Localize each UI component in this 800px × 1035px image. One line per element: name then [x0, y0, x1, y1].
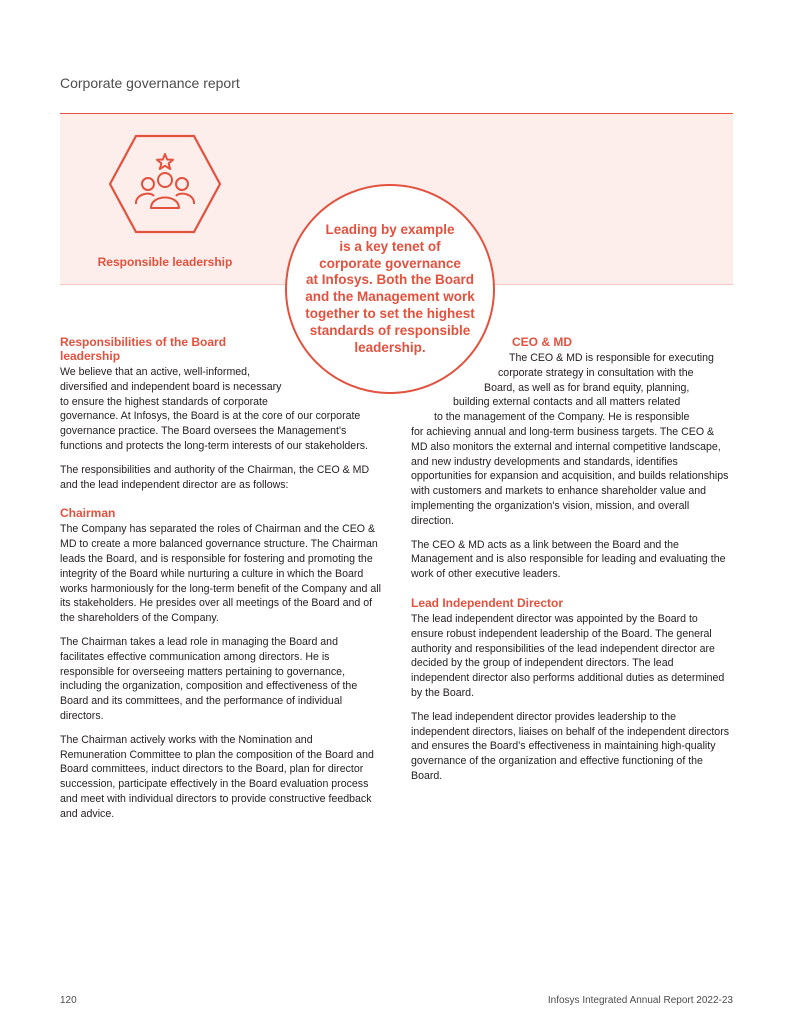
page-number: 120	[60, 995, 77, 1006]
intro-paragraph	[60, 365, 382, 454]
icon-label: Responsible leadership	[97, 255, 233, 269]
responsible-leadership-icon	[108, 134, 222, 234]
section-heading-chairman: Chairman	[60, 506, 116, 521]
quote-line: together to set the highest	[305, 305, 475, 321]
quote-line: and the Management work	[305, 289, 475, 305]
quote-line: standards of responsible	[309, 322, 471, 338]
section-heading-responsibilities	[60, 335, 382, 363]
text-line: to the management of the Company. He is responsible	[434, 411, 690, 424]
text-run: governance. At Infosys, the Board is at the core of our corporate governance practice. The Board oversees the Management's functions and protects the long-term interests of our stakeholders.	[60, 410, 368, 452]
lid-paragraph-2: The lead independent director provides leadership to the independent directors, liaises on behalf of the independent directors and ensures the Board's effectiveness in maintaining high-quality governance of the organization and effective functioning of the Board.	[411, 710, 730, 782]
publication-title: Infosys Integrated Annual Report 2022-23	[547, 995, 733, 1006]
chairman-paragraph-2: The Chairman takes a lead role in managing the Board and facilitates effective communication among directors. He is responsible for overseeing matters pertaining to governance, including the organization, composition and effectiveness of the Board and its committees, and the performance of individual directors.	[60, 635, 358, 722]
section-heading-ceo: CEO & MD	[512, 335, 572, 349]
quote-line: is a key tenet of	[339, 238, 441, 254]
authority-paragraph: The responsibilities and authority of the Chairman, the CEO & MD and the lead independent director are as follows:	[60, 463, 370, 491]
right-column	[411, 335, 733, 793]
heading-line: leadership	[60, 349, 121, 363]
text-line: to ensure the highest standards of corporate	[60, 395, 268, 408]
text-line: building external contacts and all matters related	[453, 396, 681, 409]
quote-line: Leading by example	[325, 222, 455, 237]
text-run: for achieving annual and long-term business targets. The CEO & MD also monitors the external and internal competitive landscape, and new industry developments and standards, identifies opportunities for expansion and acquisition, and builds relationships with customers and markets to enhance shareholder value and implementing the organization's vision, mission, and overall direction.	[411, 425, 729, 527]
chairman-paragraph-1: The Company has separated the roles of Chairman and the CEO & MD to create a more balanced governance structure. The Chairman leads the Board, and is responsible for fostering and promoting the integrity of the Board while nurturing a culture in which the Board works harmoniously for the long-term benefit of the Company and all its stakeholders. He presides over all meetings of the Board and of the shareholders of the Company.	[60, 523, 381, 625]
text-line: We believe that an active, well-informed,	[60, 366, 250, 378]
text-line: Board, as well as for brand equity, planning,	[484, 381, 690, 394]
section-heading-lead-independent-director: Lead Independent Director	[411, 595, 564, 610]
text-line: corporate strategy in consultation with the	[498, 366, 694, 379]
quote-line: at Infosys. Both the Board	[305, 272, 474, 288]
chairman-paragraph-3: The Chairman actively works with the Nomination and Remuneration Committee to plan the composition of the Board and Board committees, induct directors to the Board, plan for director succession, participate effectively in the Board evaluation process and meet with individual directors to provide constructive feedback and advice.	[60, 733, 374, 820]
left-column	[60, 335, 382, 831]
heading-line: Responsibilities of the Board	[60, 335, 227, 349]
ceo-paragraph-2: The CEO & MD acts as a link between the Board and the Management and is also responsible for leading and evaluating the work of other executive leaders.	[411, 538, 726, 581]
quote-line: corporate governance	[319, 255, 461, 271]
quote-line: leadership.	[354, 339, 426, 355]
page-header: Corporate governance report	[60, 75, 240, 91]
text-line: diversified and independent board is necessary	[60, 380, 282, 393]
ceo-paragraph-1	[411, 351, 733, 529]
lid-paragraph-1: The lead independent director was appointed by the Board to ensure robust independent leadership of the Board. The general authority and responsibilities of the lead independent director are decided by the group of independent directors. The lead independent director also performs additional duties as determined by the Board.	[411, 612, 725, 699]
text-line: The CEO & MD is responsible for executing	[509, 352, 714, 364]
